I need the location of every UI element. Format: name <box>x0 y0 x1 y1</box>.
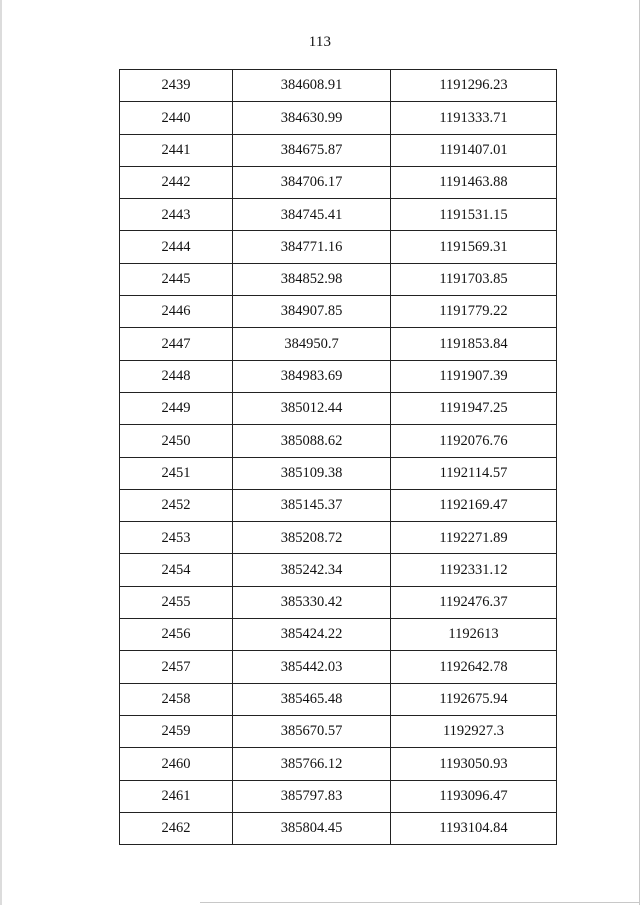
table-row <box>120 522 557 554</box>
y-coordinate-cell: 1191463.88 <box>391 166 557 198</box>
y-coordinate-cell: 1192476.37 <box>391 586 557 618</box>
x-coordinate-cell: 385766.12 <box>233 748 391 780</box>
table-row <box>120 296 557 328</box>
y-coordinate-cell: 1192076.76 <box>391 425 557 457</box>
y-coordinate-cell: 1191703.85 <box>391 263 557 295</box>
table-row <box>120 263 557 295</box>
x-coordinate-cell: 385670.57 <box>233 715 391 747</box>
coordinate-table <box>119 69 557 845</box>
x-coordinate-cell: 385109.38 <box>233 457 391 489</box>
point-number-cell: 2454 <box>120 554 233 586</box>
point-number-cell: 2459 <box>120 715 233 747</box>
x-coordinate-cell: 385012.44 <box>233 392 391 424</box>
x-coordinate-cell: 385442.03 <box>233 651 391 683</box>
table-row <box>120 70 557 102</box>
y-coordinate-cell: 1191333.71 <box>391 102 557 134</box>
point-number-cell: 2445 <box>120 263 233 295</box>
y-coordinate-cell: 1191531.15 <box>391 199 557 231</box>
x-coordinate-cell: 384983.69 <box>233 360 391 392</box>
y-coordinate-cell: 1191907.39 <box>391 360 557 392</box>
point-number-cell: 2442 <box>120 166 233 198</box>
point-number-cell: 2441 <box>120 134 233 166</box>
table-row <box>120 102 557 134</box>
page-number: 113 <box>308 34 332 50</box>
y-coordinate-cell: 1191853.84 <box>391 328 557 360</box>
point-number-cell: 2447 <box>120 328 233 360</box>
table-row <box>120 199 557 231</box>
x-coordinate-cell: 385804.45 <box>233 812 391 844</box>
point-number-cell: 2448 <box>120 360 233 392</box>
point-number-cell: 2449 <box>120 392 233 424</box>
point-number-cell: 2452 <box>120 489 233 521</box>
y-coordinate-cell: 1191569.31 <box>391 231 557 263</box>
x-coordinate-cell: 384608.91 <box>233 70 391 102</box>
table-row <box>120 166 557 198</box>
point-number-cell: 2453 <box>120 522 233 554</box>
point-number-cell: 2455 <box>120 586 233 618</box>
table-row <box>120 780 557 812</box>
table-row <box>120 715 557 747</box>
y-coordinate-cell: 1192114.57 <box>391 457 557 489</box>
table-row <box>120 651 557 683</box>
x-coordinate-cell: 384675.87 <box>233 134 391 166</box>
coordinate-table-container <box>119 69 557 845</box>
x-coordinate-cell: 385424.22 <box>233 619 391 651</box>
table-row <box>120 425 557 457</box>
x-coordinate-cell: 385145.37 <box>233 489 391 521</box>
y-coordinate-cell: 1192675.94 <box>391 683 557 715</box>
x-coordinate-cell: 385242.34 <box>233 554 391 586</box>
y-coordinate-cell: 1191296.23 <box>391 70 557 102</box>
point-number-cell: 2440 <box>120 102 233 134</box>
x-coordinate-cell: 385088.62 <box>233 425 391 457</box>
table-row <box>120 489 557 521</box>
scan-edge-bottom <box>200 902 640 903</box>
x-coordinate-cell: 384852.98 <box>233 263 391 295</box>
table-row <box>120 392 557 424</box>
table-row <box>120 134 557 166</box>
table-row <box>120 748 557 780</box>
x-coordinate-cell: 385330.42 <box>233 586 391 618</box>
x-coordinate-cell: 384706.17 <box>233 166 391 198</box>
table-row <box>120 554 557 586</box>
y-coordinate-cell: 1193050.93 <box>391 748 557 780</box>
point-number-cell: 2461 <box>120 780 233 812</box>
point-number-cell: 2451 <box>120 457 233 489</box>
y-coordinate-cell: 1193104.84 <box>391 812 557 844</box>
y-coordinate-cell: 1191779.22 <box>391 296 557 328</box>
table-row <box>120 812 557 844</box>
point-number-cell: 2457 <box>120 651 233 683</box>
table-row <box>120 683 557 715</box>
x-coordinate-cell: 384907.85 <box>233 296 391 328</box>
y-coordinate-cell: 1193096.47 <box>391 780 557 812</box>
y-coordinate-cell: 1191947.25 <box>391 392 557 424</box>
table-row <box>120 457 557 489</box>
y-coordinate-cell: 1192169.47 <box>391 489 557 521</box>
point-number-cell: 2456 <box>120 619 233 651</box>
point-number-cell: 2462 <box>120 812 233 844</box>
y-coordinate-cell: 1192613 <box>391 619 557 651</box>
table-row <box>120 231 557 263</box>
y-coordinate-cell: 1192331.12 <box>391 554 557 586</box>
x-coordinate-cell: 385208.72 <box>233 522 391 554</box>
x-coordinate-cell: 384950.7 <box>233 328 391 360</box>
y-coordinate-cell: 1191407.01 <box>391 134 557 166</box>
point-number-cell: 2458 <box>120 683 233 715</box>
x-coordinate-cell: 385465.48 <box>233 683 391 715</box>
y-coordinate-cell: 1192642.78 <box>391 651 557 683</box>
x-coordinate-cell: 385797.83 <box>233 780 391 812</box>
table-row <box>120 619 557 651</box>
point-number-cell: 2443 <box>120 199 233 231</box>
table-row <box>120 360 557 392</box>
point-number-cell: 2460 <box>120 748 233 780</box>
point-number-cell: 2450 <box>120 425 233 457</box>
x-coordinate-cell: 384630.99 <box>233 102 391 134</box>
table-row <box>120 328 557 360</box>
point-number-cell: 2439 <box>120 70 233 102</box>
scan-edge-left <box>0 0 2 905</box>
point-number-cell: 2444 <box>120 231 233 263</box>
y-coordinate-cell: 1192271.89 <box>391 522 557 554</box>
x-coordinate-cell: 384745.41 <box>233 199 391 231</box>
coordinate-table-body <box>120 70 557 845</box>
y-coordinate-cell: 1192927.3 <box>391 715 557 747</box>
table-row <box>120 586 557 618</box>
point-number-cell: 2446 <box>120 296 233 328</box>
x-coordinate-cell: 384771.16 <box>233 231 391 263</box>
